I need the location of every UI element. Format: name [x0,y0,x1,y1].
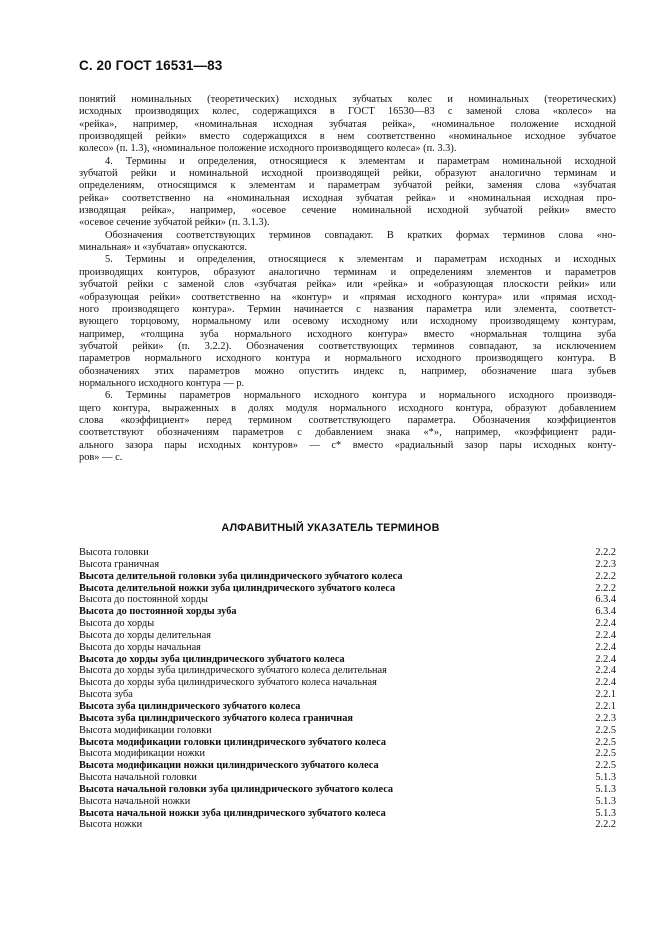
running-head: С. 20 ГОСТ 16531—83 [79,58,223,73]
body-text [79,94,616,464]
index-title: АЛФАВИТНЫЙ УКАЗАТЕЛЬ ТЕРМИНОВ [221,522,440,534]
text-line: производящих контуров, образуют аналогично терминам и определениям элементов и параметров [79,266,616,278]
text-line: исходных производящих колес, содержащихся в ГОСТ 16530—83 с заменой слова «колесо» на [79,106,616,118]
text-line: вующего торцовому, нормальному или осевому исходному или исходному производящему контурам, [79,316,616,328]
text-line: определениям, относящимся к элементам и параметрам зубчатой рейки, заменяя слова «зубчатая [79,180,616,192]
index-ref: 2.2.4 [595,677,616,689]
index-term: Высота зуба цилиндрического зубчатого колеса граничная [79,712,353,724]
index-term: Высота граничная [79,558,160,570]
index-row [79,665,616,677]
index-row [79,583,616,595]
text-line: нормального исходного контура — p. [79,377,245,389]
text-line: рейка» соответственно на «номинальная исходная зубчатая рейка» и «номинальная исходная про- [79,192,616,204]
text-line: ального зазора пары исходных контуров» — c* вместо «радиальный зазор пары исходных конту- [79,439,616,451]
index-row [79,808,616,820]
index-ref: 2.2.1 [595,700,616,712]
index-row [79,748,616,760]
text-line: понятий номинальных (теоретических) исходных зубчатых колес и номинальных (теоретических) [79,94,616,105]
text-line: производящей рейки» вместо содержащихся в нем соответственно «номинальное исходное зубчатое [79,131,616,143]
index-row [79,725,616,737]
index-row [79,571,616,583]
index-ref: 2.2.5 [595,736,616,748]
index-term: Высота до хорды зуба цилиндрического зубчатого колеса делительная [79,665,387,677]
index-ref: 2.2.4 [595,653,616,665]
index-row [79,642,616,654]
index-row [79,784,616,796]
paragraph [79,156,616,230]
index-term: Высота начальной ножки [79,795,191,807]
index-ref: 2.2.4 [595,641,616,653]
index-term: Высота начальной головки зуба цилиндрического зубчатого колеса [79,783,394,795]
text-line: обозначениях этих параметров можно опустить индекс n, например, обозначение шага зубьев [79,365,616,377]
index-ref: 5.1.3 [595,795,616,807]
text-line: зубчатой рейки» (п. 3.2.2). Обозначения соответствующих терминов совпадают, за исключением [79,340,616,352]
index-row [79,677,616,689]
index-ref: 2.2.4 [595,629,616,641]
text-line: 6. Термины параметров нормального исходного контура и нормального исходного производя- [105,390,616,402]
index-term: Высота зуба [79,689,133,701]
index-term: Высота до хорды зуба цилиндрического зубчатого колеса начальная [79,677,377,689]
index-ref: 5.1.3 [595,807,616,819]
text-line: 5. Термины и определения, относящиеся к элементам и параметрам исходных и исходных [105,254,616,266]
index-row [79,713,616,725]
index-ref: 2.2.3 [595,712,616,724]
index-ref: 2.2.2 [595,819,616,831]
text-line: ров» — c. [79,451,123,463]
index-row [79,760,616,772]
index-ref: 2.2.4 [595,665,616,677]
index-term: Высота головки [79,547,149,558]
index-term: Высота до постоянной хорды [79,594,208,606]
text-line: ного производящего контура». Термин начинается с названия параметра или элемента, соответст- [79,303,616,315]
index-row [79,630,616,642]
text-line: «рейка», например, «номинальная исходная зубчатая рейка», «номинальное положение исходной [79,118,616,130]
index-term: Высота до хорды [79,618,155,630]
index-term: Высота до постоянной хорды зуба [79,606,237,618]
index-row [79,689,616,701]
index-ref: 5.1.3 [595,772,616,784]
index-term: Высота до хорды начальная [79,641,201,653]
index-term: Высота до хорды зуба цилиндрического зубчатого колеса [79,653,345,665]
text-line: параметров нормального исходного контура и нормального исходного производящего контура. В [79,353,616,365]
index-ref: 2.2.2 [595,570,616,582]
index-term: Высота модификации головки цилиндрического зубчатого колеса [79,736,386,748]
index-term: Высота модификации ножки [79,748,205,760]
index-row [79,701,616,713]
text-line: соответствуют обозначениям параметров с добавлением знака «*», например, «коэффициент ради- [79,427,616,439]
index-term: Высота модификации головки [79,724,212,736]
text-line: «осевое сечение зубчатой рейки» (п. 3.1.3). [79,217,270,229]
text-line: «образующая рейки» соответственно на «контур» и «прямая исходного контура» или «прямая исход- [79,291,616,303]
index-ref: 2.2.5 [595,760,616,772]
index-row [79,796,616,808]
index-row [79,594,616,606]
index-ref: 2.2.3 [595,558,616,570]
text-line: например, «толщина зуба нормального исходного контура» вместо «нормальная толщина зуба [79,328,616,340]
text-line: колесо» (п. 1.3), «номинальное положение исходного производящего колеса» (п. 3.3). [79,143,457,155]
index-term: Высота до хорды делительная [79,629,211,641]
index-term: Высота начальной ножки зуба цилиндрического зубчатого колеса [79,807,386,819]
index-row [79,606,616,618]
index-ref: 2.2.4 [595,618,616,630]
text-line: слова «коэффициент» перед термином соответствующего параметра. Обозначения коэффициентов [79,414,616,426]
index-row [79,737,616,749]
index-row [79,559,616,571]
text-line: зубчатой рейки и номинальной исходной производящей рейки, образуют аналогично терминам и [79,168,616,180]
index-ref: 2.2.2 [595,547,616,558]
index-row [79,819,616,831]
term-index [79,547,616,831]
index-ref: 2.2.5 [595,748,616,760]
index-row [79,772,616,784]
text-line: щего контура, выраженных в долях модуля нормального исходного контура, образуют добавлением [79,402,616,414]
index-ref: 5.1.3 [595,783,616,795]
index-term: Высота делительной головки зуба цилиндрического зубчатого колеса [79,570,403,582]
index-ref: 6.3.4 [595,606,616,618]
index-term: Высота ножки [79,819,143,831]
text-line: 4. Термины и определения, относящиеся к элементам и параметрам номинальной исходной [105,155,616,167]
paragraph [79,390,616,464]
index-term: Высота модификации ножки цилиндрического зубчатого колеса [79,760,379,772]
text-line: минальная» и «зубчатая» опускаются. [79,242,248,254]
text-line: Обозначения соответствующих терминов совпадают. В кратких формах терминов слова «но- [105,229,616,241]
index-row [79,618,616,630]
paragraph [79,230,616,255]
index-term: Высота начальной головки [79,772,197,784]
index-ref: 2.2.2 [595,582,616,594]
paragraph [79,254,616,390]
index-ref: 6.3.4 [595,594,616,606]
paragraph [79,94,616,156]
index-term: Высота зуба цилиндрического зубчатого колеса [79,700,301,712]
index-ref: 2.2.1 [595,689,616,701]
index-row [79,654,616,666]
text-line: зубчатой рейки с заменой слов «зубчатая рейка» или «рейка» и «образующая плоскости рейки» или [79,279,616,291]
index-row [79,547,616,559]
index-ref: 2.2.5 [595,724,616,736]
text-line: изводящая рейка», например, «осевое сечение номинальной исходной зубчатой рейки» вместо [79,205,616,217]
index-term: Высота делительной ножки зуба цилиндрического зубчатого колеса [79,582,396,594]
